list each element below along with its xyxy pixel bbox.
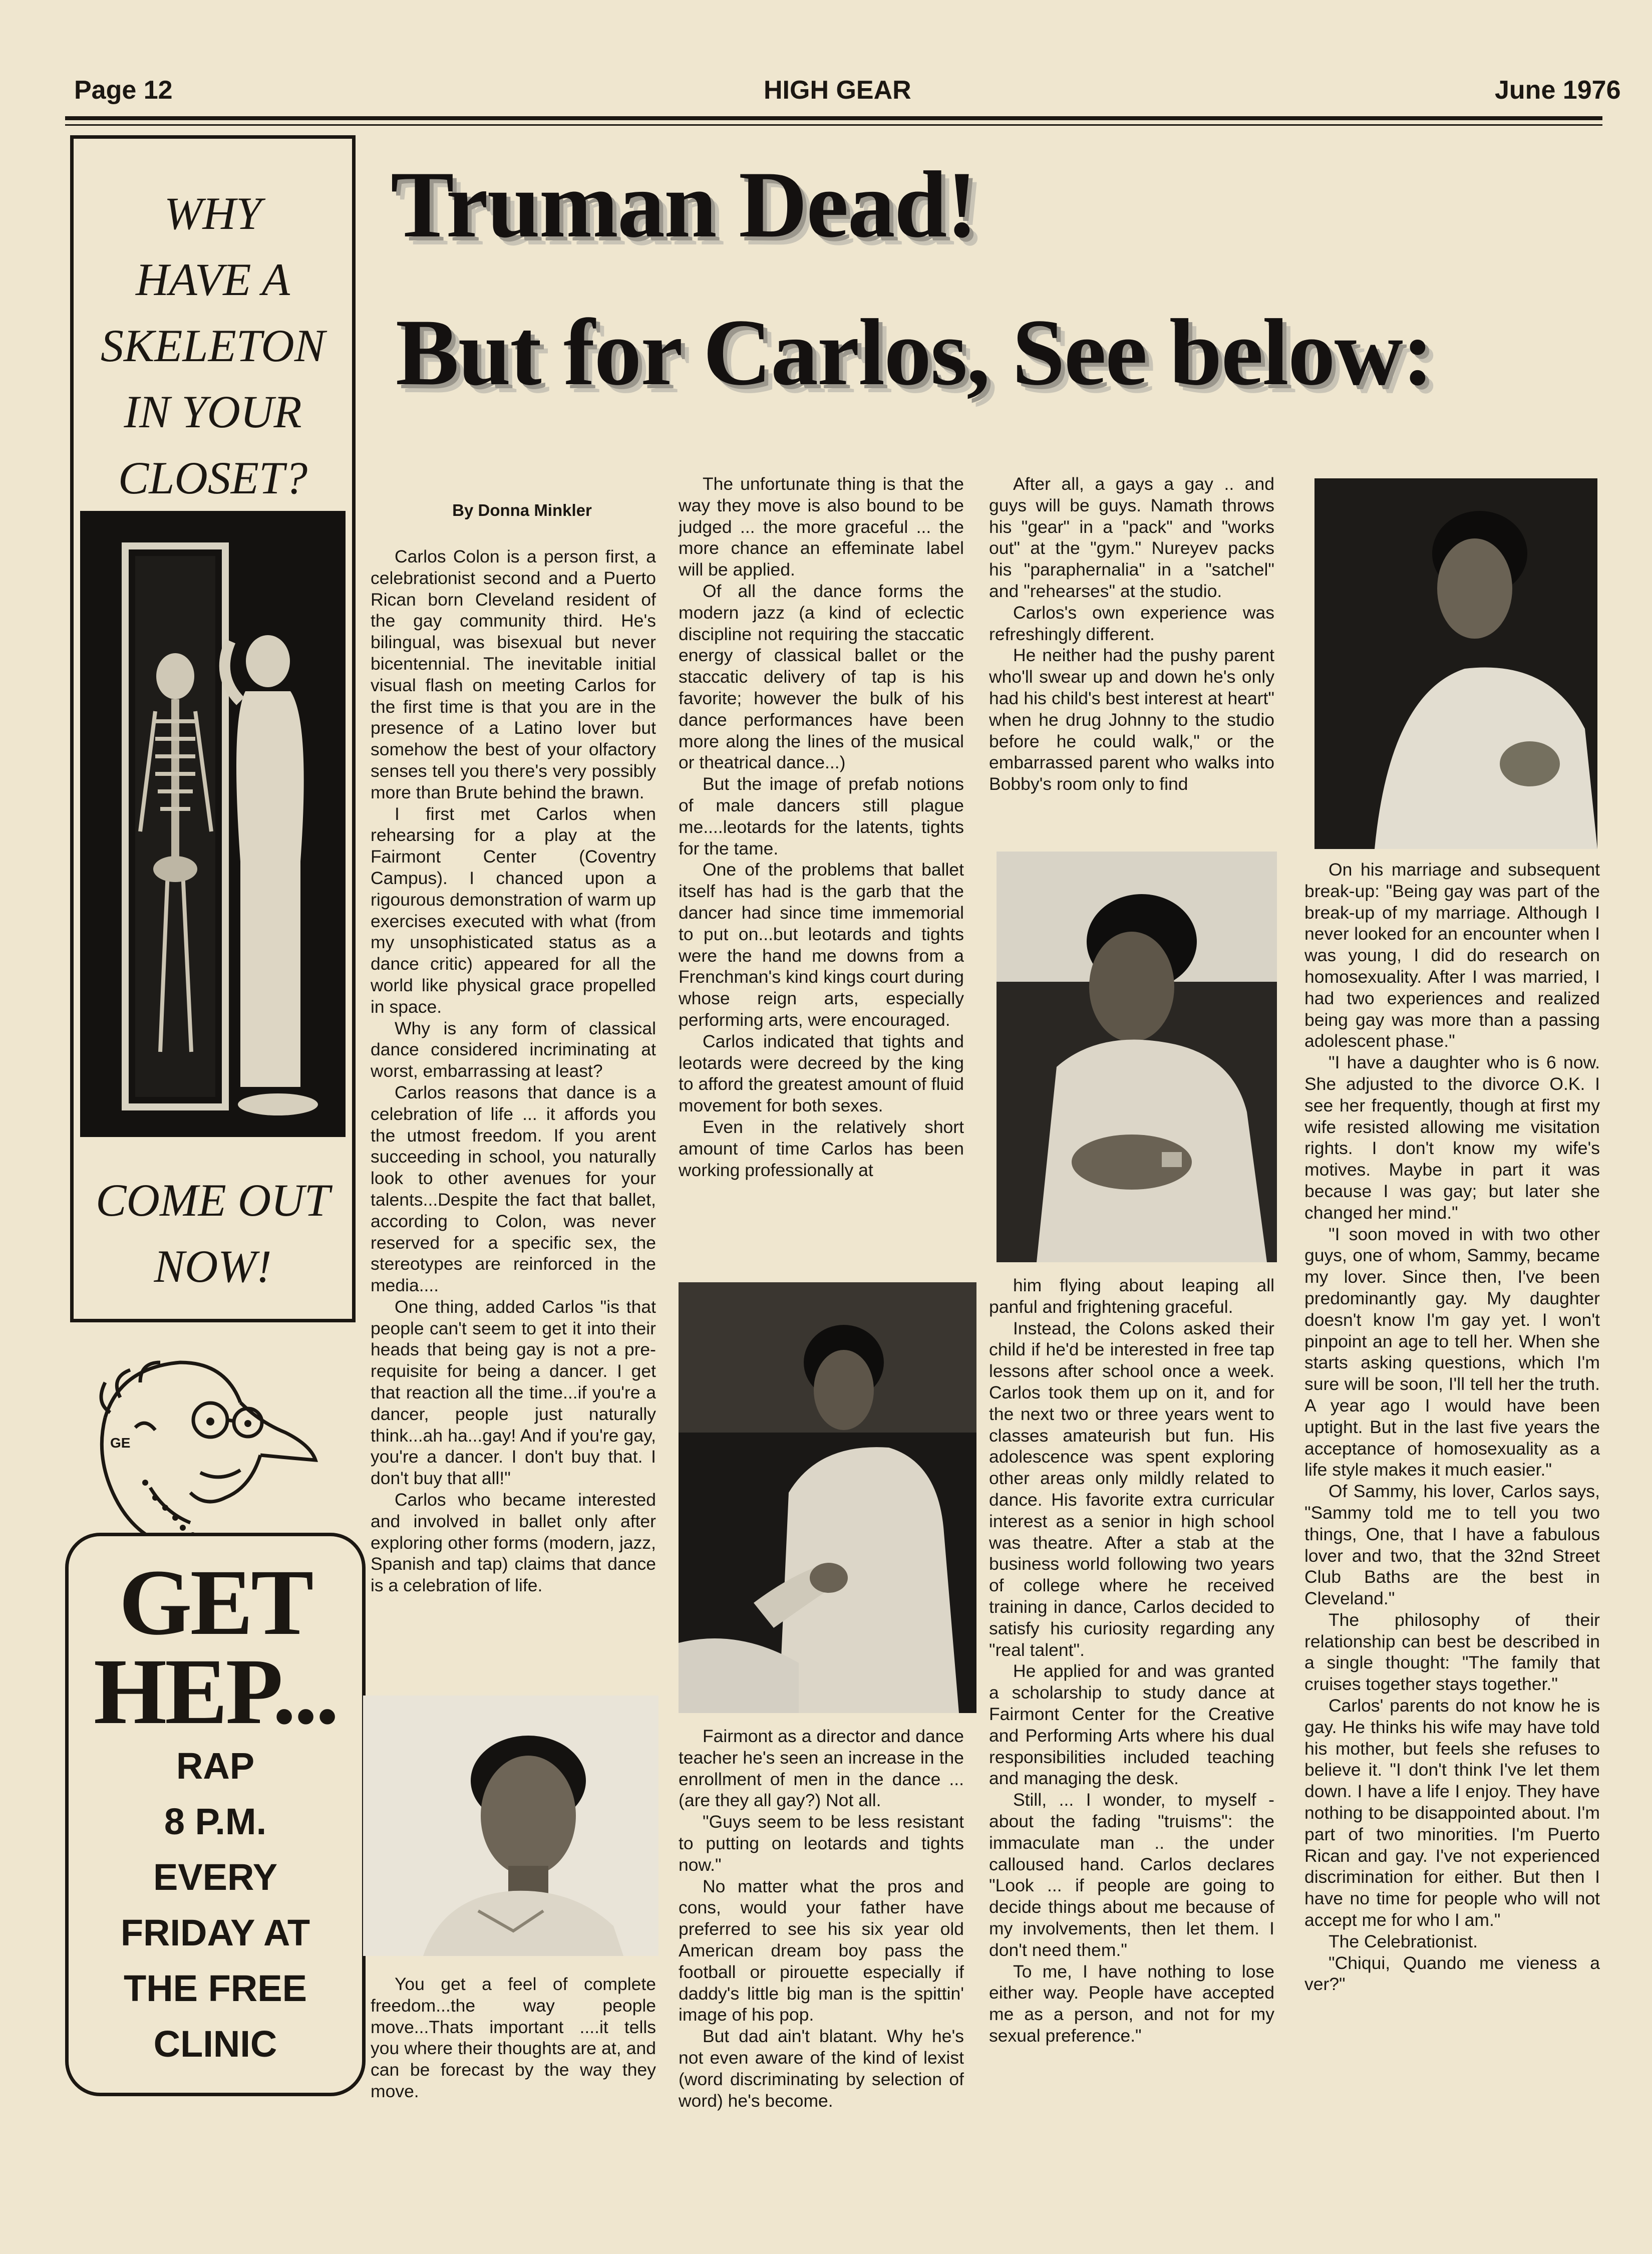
closet-ad-line: IN YOUR — [124, 386, 302, 437]
paragraph: The unfortunate thing is that the way they move is also bound to be judged ... the more graceful ... the more chance an effeminate label will be applied. — [679, 474, 964, 580]
paragraph: Carlos Colon is a person first, a celebrationist second and a Puerto Rican born Cleveland resident of the gay community third. He's bilingual, was bisexual but never bicentennial. The inevitable initial visual flash on meeting Carlos for the first time is that you are in the presence of a Latino lover but somehow the best of your olfactory senses tell you there's very possibly more than Brute behind the brawn. — [371, 546, 656, 802]
paragraph: But dad ain't blatant. Why he's not even aware of the kind of lexist (word discriminating by selection of word) he's become. — [679, 2026, 964, 2111]
paragraph: Carlos reasons that dance is a celebration of life ... it affords you the utmost freedom. If you arent succeeding in school, you naturally look to other avenues for your talents...Despite the fact that ballet, according to Colon, was never reserved for a specific sex, the stereotypes are reinforced in the media.... — [371, 1082, 656, 1296]
paragraph: Even in the relatively short amount of time Carlos has been working professionally at — [679, 1116, 964, 1180]
carlos-profile-photo — [997, 852, 1277, 1262]
article-column-1-continued — [371, 1974, 656, 2102]
paragraph: Instead, the Colons asked their child if he'd be interested in free tap lessons after school once a week. Carlos took them up on it, and for the next two or three years went to classes amateurish but fun. His adolescence was spent exploring other areas only mildly related to dance. His favorite extra curricular interest as a senior in high school was theatre. After a stab at the business world following two years of college where he received training in dance, Carlos decided to satisfy his curiosity regarding any "real talent". — [989, 1318, 1274, 1660]
get-hep-title-line: GET — [119, 1550, 312, 1654]
paragraph: One thing, added Carlos "is that people can't seem to get it into their heads that being gay is not a pre-requisite for being a dancer. I get that reaction all the time...if you're a dancer, people just naturally think...ah ha...gay! And if you're gay, you're a dancer. I don't buy that. I don't buy that all!" — [371, 1296, 656, 1489]
paragraph: Why is any form of classical dance considered incriminating at worst, embarrassing at least? — [371, 1018, 656, 1081]
paragraph: Carlos who became interested and involved in ballet only after exploring other forms (modern, jazz, Spanish and tap) claims that dance is a celebration of life. — [371, 1490, 656, 1596]
get-hep-line: RAP — [176, 1745, 255, 1787]
paragraph: Still, ... I wonder, to myself - about the fading "truisms": the immaculate man .. the under calloused hand. Carlos declares "Look ... if people are going to decide things about me because of my involvements, then let them. I don't need them." — [989, 1790, 1274, 1960]
headline-line-2: But for Carlos, See below: — [396, 300, 1433, 405]
carlos-portrait-photo-1 — [363, 1696, 658, 1956]
article-column-2-continued — [679, 1726, 964, 2111]
paragraph: Of Sammy, his lover, Carlos says, "Sammy told me to tell you two things, One, that I have a fabulous lover and two, that the 32nd Street Club Baths are the best in Cleveland." — [1304, 1481, 1600, 1609]
paragraph: He neither had the pushy parent who'll swear up and down he's only had his child's best interest at heart" when he drug Johnny to the studio before he could walk," or the embarrassed parent who walks into Bobby's room only to find — [989, 645, 1274, 794]
paragraph: Of all the dance forms the modern jazz (a kind of eclectic discipline not requiring the staccatic energy of classical ballet or the staccatic delivery of tap is his favorite; however the bulk of his dance performances have been more along the lines of the musical or theatrical dance...) — [679, 581, 964, 773]
byline: By Donna Minkler — [452, 501, 592, 519]
get-hep-line: 8 P.M. — [164, 1801, 267, 1842]
closet-ad-line: WHY — [164, 188, 262, 239]
closet-ad-cta-line: COME OUT — [96, 1175, 330, 1226]
get-hep-line: THE FREE — [124, 1967, 307, 2009]
paragraph: I first met Carlos when rehearsing for a play at the Fairmont Center (Coventry Campus). I chanced upon a rigourous demonstration of warm up exercises executed with what (from my unsophisticated status as a dance critic) appeared for all the world like physical grace propelled in space. — [371, 803, 656, 1017]
page-number: Page 12 — [74, 76, 173, 105]
header-rule — [65, 116, 1602, 120]
paragraph: Carlos indicated that tights and leotards were decreed by the king to afford the greatest amount of fluid movement for both sexes. — [679, 1031, 964, 1116]
skeleton-closet-photo — [80, 511, 346, 1137]
article-column-4 — [1304, 859, 1600, 1995]
get-hep-line: EVERY — [153, 1856, 278, 1898]
closet-ad-line: HAVE A — [136, 254, 290, 305]
get-hep-details — [65, 1738, 366, 2072]
closet-ad-line: CLOSET? — [118, 452, 308, 503]
closet-ad-line: SKELETON — [100, 320, 325, 371]
publication-name: HIGH GEAR — [764, 76, 911, 105]
paragraph: No matter what the pros and cons, would your father have preferred to see his six year old American dream boy pass the football or pirouette especially if daddy's little big man is the spittin' image of his pop. — [679, 1876, 964, 2025]
paragraph: After all, a gays a gay .. and guys will be guys. Namath throws his "gear" in a "pack" and "works out" at the "gym." Nureyev packs his "paraphernalia" in a "satchel" and "rehearses" at the studio. — [989, 474, 1274, 601]
paragraph: The philosophy of their relationship can best be described in a single thought: "The family that cruises together stays together." — [1304, 1609, 1600, 1695]
paragraph: "I soon moved in with two other guys, one of whom, Sammy, became my lover. Since then, I've been predominantly gay. My daughter doesn't know I'm gay yet. I won't pinpoint an age to tell her. When she starts asking questions, which I'm sure will be soon, I'll tell her the truth. A year ago I would have been uptight. But in the last five years the acceptance of homosexuality as a life style makes it much easier." — [1304, 1224, 1600, 1480]
closet-ad-cta-line: NOW! — [154, 1241, 272, 1292]
article-column-3 — [989, 473, 1274, 795]
get-hep-title-line: HEP... — [93, 1639, 338, 1744]
paragraph: "Chiqui, Quando me vieness a ver?" — [1304, 1952, 1600, 1995]
paragraph: Carlos' parents do not know he is gay. He thinks his wife may have told his mother, but feels she refuses to believe it. "I don't think I've let them down. I have a life I enjoy. They have nothing to be disappointed about. I'm part of two minorities. I'm Puerto Rican and gay. I've not experienced discrimination for either. But then I have no time for people who will not accept me for who I am." — [1304, 1696, 1600, 1930]
closet-ad-cta — [70, 1167, 356, 1299]
paragraph: him flying about leaping all panful and frightening graceful. — [989, 1275, 1274, 1317]
get-hep-line: CLINIC — [153, 2023, 277, 2065]
svg-text:GE: GE — [110, 1435, 131, 1451]
paragraph: But the image of prefab notions of male dancers still plague me....leotards for the latents, tights for the tame. — [679, 774, 964, 859]
carlos-seated-photo — [679, 1282, 976, 1713]
carlos-laughing-photo — [1314, 478, 1597, 849]
paragraph: He applied for and was granted a scholarship to study dance at Fairmont Center for the Creative and Performing Arts where his dual responsibilities included teaching and managing the desk. — [989, 1661, 1274, 1789]
cartoon-face-illustration — [75, 1347, 325, 1558]
paragraph: You get a feel of complete freedom...the way people move...Thats important ....it tells you where their thoughts are at, and can be forecast by the way they move. — [371, 1974, 656, 2101]
article-column-2 — [679, 473, 964, 1181]
paragraph: "Guys seem to be less resistant to putting on leotards and tights now." — [679, 1812, 964, 1875]
article-column-3-continued — [989, 1275, 1274, 2047]
paragraph: The Celebrationist. — [1329, 1931, 1478, 1951]
closet-ad-headline — [70, 180, 356, 511]
get-hep-line: FRIDAY AT — [120, 1912, 310, 1953]
issue-date: June 1976 — [1495, 76, 1621, 105]
paragraph: "I have a daughter who is 6 now. She adjusted to the divorce O.K. I see her frequently, though at first my wife resisted allowing me visitation rights. I don't know my wife's motives. Maybe in part it was because I was gay; but later she changed her mind." — [1304, 1052, 1600, 1223]
paragraph: One of the problems that ballet itself has had is the garb that the dancer had since time immemorial to put on...but leotards and tights were the hand me downs from a Frenchman's kind kings court during whose reign arts, especially performing arts, were encouraged. — [679, 860, 964, 1030]
paragraph: Carlos's own experience was refreshingly different. — [989, 602, 1274, 644]
get-hep-title — [65, 1550, 366, 1744]
paragraph: To me, I have nothing to lose either way. People have accepted me as a person, and not for my sexual preference." — [989, 1961, 1274, 2046]
paragraph: On his marriage and subsequent break-up: "Being gay was part of the break-up of my marriage. Although I never looked for an encounter when I was young, I did do research on homosexuality. After I was married, I had two experiences and realized being gay was more than a passing adolescent phase." — [1304, 860, 1600, 1051]
header-rule-thin — [65, 124, 1602, 126]
headline-line-1: Truman Dead! — [391, 152, 977, 257]
paragraph: Fairmont as a director and dance teacher he's seen an increase in the enrollment of men in the dance ... (are they all gay?) Not all. — [679, 1726, 964, 1811]
article-column-1 — [371, 546, 656, 1596]
